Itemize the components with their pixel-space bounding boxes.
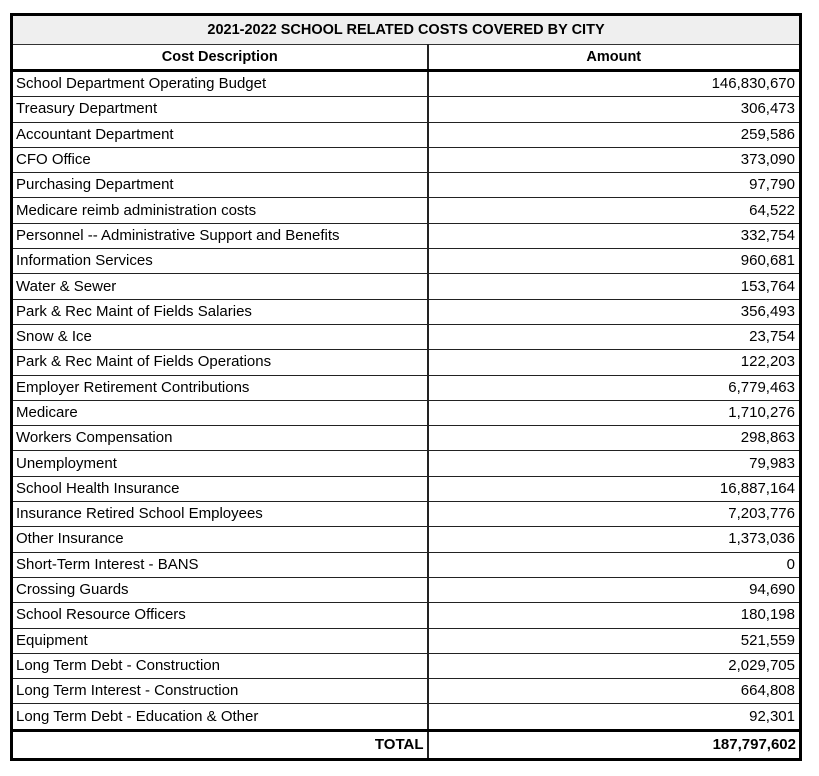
table-row bbox=[12, 299, 801, 324]
cost-description-cell: Insurance Retired School Employees bbox=[12, 502, 428, 527]
table-header-row bbox=[12, 45, 801, 71]
cost-description-cell: Treasury Department bbox=[12, 97, 428, 122]
cost-description-cell: Employer Retirement Contributions bbox=[12, 375, 428, 400]
amount-cell: 1,373,036 bbox=[428, 527, 801, 552]
cost-description-cell: Accountant Department bbox=[12, 122, 428, 147]
table-title-row bbox=[12, 15, 801, 45]
table-row bbox=[12, 577, 801, 602]
amount-cell: 122,203 bbox=[428, 350, 801, 375]
amount-cell: 7,203,776 bbox=[428, 502, 801, 527]
cost-description-cell: Short-Term Interest - BANS bbox=[12, 552, 428, 577]
cost-description-cell: Park & Rec Maint of Fields Operations bbox=[12, 350, 428, 375]
amount-cell: 79,983 bbox=[428, 451, 801, 476]
amount-cell: 97,790 bbox=[428, 173, 801, 198]
cost-description-cell: Information Services bbox=[12, 249, 428, 274]
amount-cell: 259,586 bbox=[428, 122, 801, 147]
table-row bbox=[12, 451, 801, 476]
cost-description-cell: Long Term Debt - Education & Other bbox=[12, 704, 428, 730]
cost-description-cell: Unemployment bbox=[12, 451, 428, 476]
amount-cell: 23,754 bbox=[428, 324, 801, 349]
school-costs-table bbox=[10, 13, 802, 761]
total-amount: 187,797,602 bbox=[428, 730, 801, 759]
total-label: TOTAL bbox=[12, 730, 428, 759]
amount-cell: 298,863 bbox=[428, 426, 801, 451]
cost-description-cell: Park & Rec Maint of Fields Salaries bbox=[12, 299, 428, 324]
cost-description-cell: Purchasing Department bbox=[12, 173, 428, 198]
table-title: 2021-2022 SCHOOL RELATED COSTS COVERED BY CITY bbox=[12, 15, 801, 45]
amount-cell: 153,764 bbox=[428, 274, 801, 299]
amount-cell: 664,808 bbox=[428, 679, 801, 704]
amount-cell: 1,710,276 bbox=[428, 400, 801, 425]
table-row bbox=[12, 274, 801, 299]
cost-description-cell: Long Term Debt - Construction bbox=[12, 653, 428, 678]
table-row bbox=[12, 426, 801, 451]
cost-description-cell: CFO Office bbox=[12, 147, 428, 172]
table-row bbox=[12, 653, 801, 678]
cost-description-cell: School Resource Officers bbox=[12, 603, 428, 628]
table-row bbox=[12, 552, 801, 577]
cost-description-cell: School Health Insurance bbox=[12, 476, 428, 501]
table-row bbox=[12, 679, 801, 704]
cost-description-cell: Long Term Interest - Construction bbox=[12, 679, 428, 704]
table-row bbox=[12, 249, 801, 274]
amount-cell: 356,493 bbox=[428, 299, 801, 324]
amount-cell: 960,681 bbox=[428, 249, 801, 274]
amount-cell: 180,198 bbox=[428, 603, 801, 628]
table-row bbox=[12, 223, 801, 248]
table-row bbox=[12, 173, 801, 198]
amount-cell: 306,473 bbox=[428, 97, 801, 122]
table-row bbox=[12, 122, 801, 147]
table-row bbox=[12, 375, 801, 400]
table-row bbox=[12, 198, 801, 223]
table-row bbox=[12, 97, 801, 122]
cost-description-cell: Medicare reimb administration costs bbox=[12, 198, 428, 223]
amount-cell: 373,090 bbox=[428, 147, 801, 172]
amount-cell: 64,522 bbox=[428, 198, 801, 223]
amount-cell: 146,830,670 bbox=[428, 71, 801, 97]
table-body bbox=[12, 71, 801, 731]
amount-cell: 16,887,164 bbox=[428, 476, 801, 501]
amount-cell: 521,559 bbox=[428, 628, 801, 653]
table-row bbox=[12, 603, 801, 628]
cost-description-cell: Crossing Guards bbox=[12, 577, 428, 602]
amount-cell: 0 bbox=[428, 552, 801, 577]
total-row bbox=[12, 730, 801, 759]
cost-description-cell: Workers Compensation bbox=[12, 426, 428, 451]
table-row bbox=[12, 400, 801, 425]
amount-cell: 6,779,463 bbox=[428, 375, 801, 400]
column-header-cost-description: Cost Description bbox=[12, 45, 428, 71]
cost-description-cell: Other Insurance bbox=[12, 527, 428, 552]
amount-cell: 332,754 bbox=[428, 223, 801, 248]
amount-cell: 94,690 bbox=[428, 577, 801, 602]
table-row bbox=[12, 324, 801, 349]
cost-description-cell: Personnel -- Administrative Support and Benefits bbox=[12, 223, 428, 248]
column-header-amount: Amount bbox=[428, 45, 801, 71]
table-row bbox=[12, 476, 801, 501]
table-row bbox=[12, 527, 801, 552]
table-row bbox=[12, 502, 801, 527]
table-row bbox=[12, 350, 801, 375]
cost-description-cell: Equipment bbox=[12, 628, 428, 653]
table-row bbox=[12, 704, 801, 730]
cost-description-cell: Snow & Ice bbox=[12, 324, 428, 349]
table-row bbox=[12, 147, 801, 172]
table-row bbox=[12, 628, 801, 653]
amount-cell: 92,301 bbox=[428, 704, 801, 730]
amount-cell: 2,029,705 bbox=[428, 653, 801, 678]
cost-description-cell: Medicare bbox=[12, 400, 428, 425]
cost-description-cell: School Department Operating Budget bbox=[12, 71, 428, 97]
cost-description-cell: Water & Sewer bbox=[12, 274, 428, 299]
table-row bbox=[12, 71, 801, 97]
